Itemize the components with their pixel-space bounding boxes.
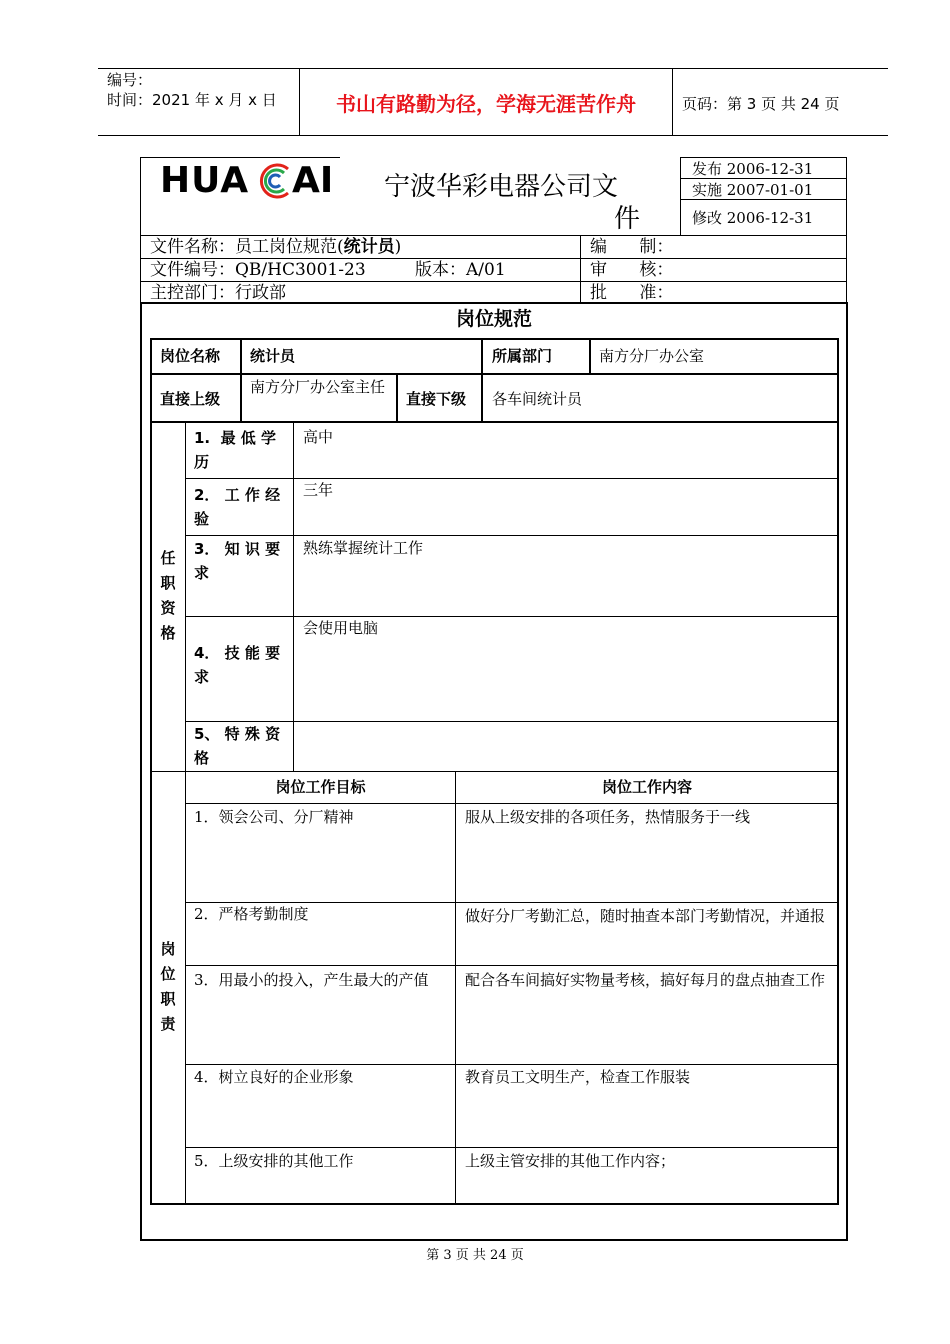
duties-section-label: 岗位职责: [160, 940, 176, 1033]
edit-label: 编 制：: [590, 237, 674, 257]
duty-content-5: 上级主管安排的其他工作内容；: [465, 1152, 676, 1170]
qualification-label-4: 4． 技 能 要 求: [194, 644, 286, 686]
duty-goal-5: 5．上级安排的其他工作: [194, 1152, 354, 1170]
goal-header: 岗位工作目标: [275, 778, 366, 796]
company-title-line1: 宁波华彩电器公司文: [384, 172, 619, 202]
duty-goal-4: 4．树立良好的企业形象: [194, 1068, 354, 1086]
duty-content-2: 做好分厂考勤汇总，随时抽查本部门考勤情况，并通报: [465, 907, 826, 925]
qualification-label-3: 3． 知 识 要 求: [194, 540, 286, 582]
spec-title: 岗位规范: [455, 308, 532, 330]
huacai-logo: [160, 160, 345, 202]
file-version: 版本：A/01: [415, 260, 506, 280]
subordinate-label: 直接下级: [406, 390, 467, 408]
logo-c-icon: [256, 163, 296, 199]
qualification-value-3: 熟练掌握统计工作: [303, 539, 424, 557]
subordinate-value: 各车间统计员: [492, 390, 583, 408]
doc-time-label: 时间：2021 年 x 月 x 日: [107, 91, 277, 109]
doc-number-label: 编号：: [107, 71, 153, 89]
review-label: 审 核：: [590, 260, 674, 280]
file-name: [150, 236, 401, 258]
file-name-role: 统计员: [343, 237, 395, 257]
logo-text-right: AI: [292, 160, 334, 201]
logo-text-left: HUA: [160, 160, 250, 201]
content-header: 岗位工作内容: [601, 778, 692, 796]
motto-text: 书山有路勤为径，学海无涯苦作舟: [336, 92, 636, 116]
qualification-label-1: 1. 最 低 学 历: [194, 429, 282, 471]
position-name-label: 岗位名称: [160, 347, 221, 365]
position-name-value: 统计员: [250, 347, 296, 365]
qualification-section-label: 任职资格: [160, 549, 176, 642]
duty-content-3: 配合各车间搞好实物量考核，搞好每月的盘点抽查工作: [465, 971, 826, 989]
department-label: 所属部门: [492, 347, 553, 365]
duty-content-1: 服从上级安排的各项任务，热情服务于一线: [465, 808, 751, 826]
implement-date: 实施 2007-01-01: [692, 181, 814, 199]
file-name-close: ): [394, 237, 402, 257]
duty-goal-3: 3．用最小的投入，产生最大的产值: [194, 971, 429, 989]
approve-label: 批 准：: [590, 283, 674, 303]
duty-goal-1: 1．领会公司、分厂精神: [194, 808, 354, 826]
qualification-value-2: 三年: [303, 481, 334, 499]
page-indicator: 页码：第 3 页 共 24 页: [682, 95, 840, 113]
revise-date: 修改 2006-12-31: [692, 209, 814, 227]
controlling-department: 主控部门：行政部: [150, 283, 286, 303]
qualification-value-1: 高中: [303, 428, 334, 446]
qualification-label-5: 5、 特 殊 资 格: [194, 725, 286, 767]
duty-content-4: 教育员工文明生产，检查工作服装: [465, 1068, 691, 1086]
department-value: 南方分厂办公室: [599, 347, 705, 365]
qualification-label-2: 2． 工 作 经 验: [194, 486, 286, 528]
company-title-line2: 件: [614, 204, 641, 234]
duty-goal-2: 2．严格考勤制度: [194, 905, 309, 923]
file-number: 文件编号：QB/HC3001-23: [150, 260, 366, 280]
superior-label: 直接上级: [160, 390, 221, 408]
page-footer: 第 3 页 共 24 页: [426, 1248, 524, 1263]
superior-value: 南方分厂办公室主任: [250, 378, 386, 396]
file-name-label: 文件名称：员工岗位规范(: [150, 237, 344, 257]
qualification-value-4: 会使用电脑: [303, 619, 379, 637]
publish-date: 发布 2006-12-31: [692, 160, 814, 178]
